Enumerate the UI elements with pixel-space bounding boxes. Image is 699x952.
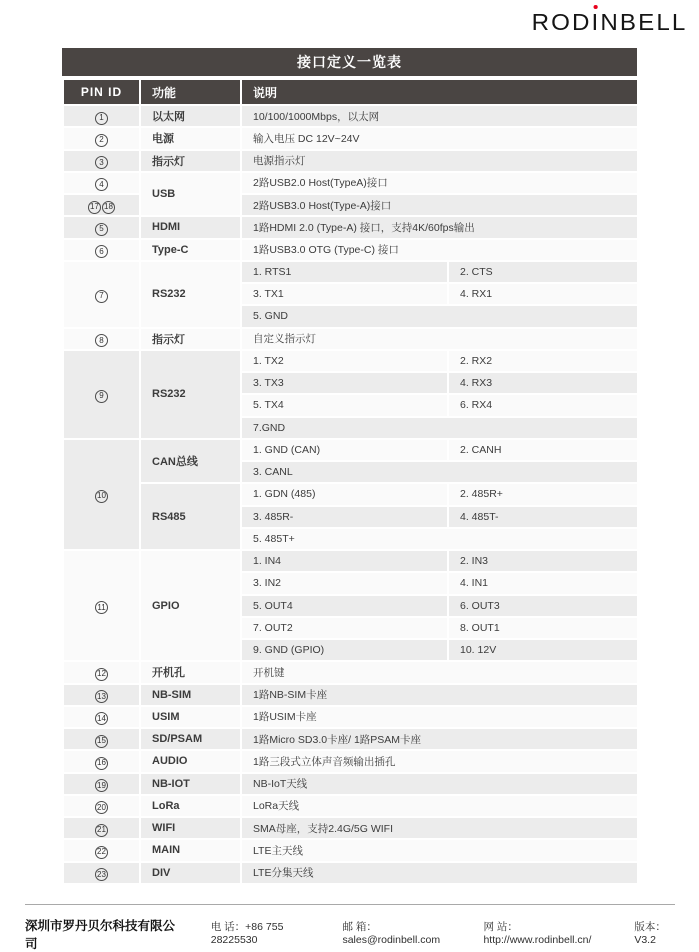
footer-email: 邮 箱：sales@rodinbell.com xyxy=(342,921,441,946)
pin-cell xyxy=(63,773,140,795)
logo-red-dot-icon xyxy=(593,5,597,9)
desc-cell: LTE分集天线 xyxy=(241,862,638,884)
pin-cell xyxy=(63,150,140,172)
table-row xyxy=(63,706,638,728)
pin-badge: 11 xyxy=(95,601,108,614)
desc-cell: 5. 485T+ xyxy=(241,528,638,550)
pin-badge: 13 xyxy=(95,690,108,703)
pin-badge: 18 xyxy=(102,201,115,214)
pin-cell xyxy=(63,105,140,127)
pin-badge: 5 xyxy=(95,223,108,236)
table-header-row xyxy=(63,79,638,105)
desc-cell: 2. CTS xyxy=(448,261,638,283)
pin-badge: 15 xyxy=(95,735,108,748)
footer-divider xyxy=(25,904,675,905)
footer-phone: 电 话：+86 755 28225530 xyxy=(210,921,284,946)
func-cell: NB-SIM xyxy=(140,684,241,706)
pin-cell xyxy=(63,172,140,194)
footer xyxy=(25,916,685,952)
desc-cell: 2. RX2 xyxy=(448,350,638,372)
table-row xyxy=(63,684,638,706)
pin-cell xyxy=(63,216,140,238)
pin-badge: 19 xyxy=(95,779,108,792)
table-row xyxy=(63,239,638,261)
func-cell: NB-IOT xyxy=(140,773,241,795)
pin-cell xyxy=(63,795,140,817)
table-row xyxy=(63,127,638,149)
table-row xyxy=(63,773,638,795)
func-cell: CAN总线 xyxy=(140,439,241,484)
pin-badge: 12 xyxy=(95,668,108,681)
interface-table xyxy=(62,48,637,885)
column-header-func: 功能 xyxy=(140,79,241,105)
pin-cell xyxy=(63,439,140,550)
func-cell: Type-C xyxy=(140,239,241,261)
table-row xyxy=(63,350,638,372)
table-row xyxy=(63,839,638,861)
pin-cell xyxy=(63,261,140,328)
pin-badge: 22 xyxy=(95,846,108,859)
desc-cell: NB-IoT天线 xyxy=(241,773,638,795)
desc-cell: 3. TX3 xyxy=(241,372,448,394)
desc-cell: 1. RTS1 xyxy=(241,261,448,283)
desc-cell: 10. 12V xyxy=(448,639,638,661)
desc-cell: 1路Micro SD3.0卡座/ 1路PSAM卡座 xyxy=(241,728,638,750)
pin-badge: 16 xyxy=(95,757,108,770)
logo xyxy=(531,9,687,36)
pin-cell xyxy=(63,862,140,884)
desc-cell: SMA母座，支持2.4G/5G WIFI xyxy=(241,817,638,839)
table-row xyxy=(63,750,638,772)
desc-cell: 3. 485R- xyxy=(241,506,448,528)
desc-cell: 5. GND xyxy=(241,305,638,327)
desc-cell: 开机键 xyxy=(241,661,638,683)
pin-badge: 7 xyxy=(95,290,108,303)
table-row xyxy=(63,817,638,839)
pin-badge: 23 xyxy=(95,868,108,881)
pin-badge: 14 xyxy=(95,712,108,725)
pin-cell xyxy=(63,350,140,439)
func-cell: USB xyxy=(140,172,241,217)
pin-badge: 8 xyxy=(95,334,108,347)
func-cell: WIFI xyxy=(140,817,241,839)
desc-cell: 4. 485T- xyxy=(448,506,638,528)
company-name: 深圳市罗丹贝尔科技有限公司 xyxy=(25,919,176,951)
table-row xyxy=(63,728,638,750)
pin-cell xyxy=(63,239,140,261)
func-cell: MAIN xyxy=(140,839,241,861)
desc-cell: 4. RX1 xyxy=(448,283,638,305)
func-cell: 指示灯 xyxy=(140,150,241,172)
desc-cell: 4. RX3 xyxy=(448,372,638,394)
column-header-pin-id: PIN ID xyxy=(63,79,140,105)
pin-cell xyxy=(63,127,140,149)
func-cell: HDMI xyxy=(140,216,241,238)
desc-cell: 2. IN3 xyxy=(448,550,638,572)
pin-cell xyxy=(63,550,140,661)
logo-text-left: ROD xyxy=(531,9,592,35)
table-row xyxy=(63,216,638,238)
pin-cell xyxy=(63,661,140,683)
pin-badge: 17 xyxy=(88,201,101,214)
table-row xyxy=(63,661,638,683)
table-row xyxy=(63,261,638,283)
table-title: 接口定义一览表 xyxy=(62,48,637,76)
desc-cell: 3. CANL xyxy=(241,461,638,483)
desc-cell: 1路三段式立体声音频输出插孔 xyxy=(241,750,638,772)
func-cell: DIV xyxy=(140,862,241,884)
pin-badge: 20 xyxy=(95,801,108,814)
table-row xyxy=(63,550,638,572)
desc-cell: 4. IN1 xyxy=(448,572,638,594)
table-row xyxy=(63,105,638,127)
pin-cell xyxy=(63,194,140,216)
desc-cell: 6. RX4 xyxy=(448,394,638,416)
desc-cell: 1. GDN (485) xyxy=(241,483,448,505)
footer-version: 版本：V3.2 xyxy=(634,921,666,946)
func-cell: 以太网 xyxy=(140,105,241,127)
table-row xyxy=(63,439,638,461)
desc-cell: LoRa天线 xyxy=(241,795,638,817)
table-row xyxy=(63,328,638,350)
pin-cell xyxy=(63,706,140,728)
pin-cell xyxy=(63,817,140,839)
desc-cell: 2路USB2.0 Host(TypeA)接口 xyxy=(241,172,638,194)
func-cell: RS232 xyxy=(140,261,241,328)
desc-cell: 5. OUT4 xyxy=(241,595,448,617)
desc-cell: 5. TX4 xyxy=(241,394,448,416)
desc-cell: LTE主天线 xyxy=(241,839,638,861)
pin-table xyxy=(62,78,639,885)
func-cell: LoRa xyxy=(140,795,241,817)
footer-website: 网 站：http://www.rodinbell.cn/ xyxy=(483,921,592,946)
func-cell: USIM xyxy=(140,706,241,728)
pin-cell xyxy=(63,328,140,350)
func-cell: RS485 xyxy=(140,483,241,550)
desc-cell: 电源指示灯 xyxy=(241,150,638,172)
desc-cell: 9. GND (GPIO) xyxy=(241,639,448,661)
desc-cell: 1路HDMI 2.0 (Type-A) 接口，支持4K/60fps输出 xyxy=(241,216,638,238)
func-cell: 指示灯 xyxy=(140,328,241,350)
desc-cell: 1. TX2 xyxy=(241,350,448,372)
table-row xyxy=(63,795,638,817)
func-cell: 电源 xyxy=(140,127,241,149)
pin-cell xyxy=(63,728,140,750)
pin-badge: 10 xyxy=(95,490,108,503)
pin-cell xyxy=(63,750,140,772)
desc-cell: 7.GND xyxy=(241,417,638,439)
desc-cell: 2. 485R+ xyxy=(448,483,638,505)
table-row xyxy=(63,862,638,884)
desc-cell: 2. CANH xyxy=(448,439,638,461)
desc-cell: 1路NB-SIM卡座 xyxy=(241,684,638,706)
logo-i-letter: I xyxy=(591,9,600,36)
pin-badge: 2 xyxy=(95,134,108,147)
pin-badge: 4 xyxy=(95,178,108,191)
desc-cell: 10/100/1000Mbps，以太网 xyxy=(241,105,638,127)
desc-cell: 3. IN2 xyxy=(241,572,448,594)
func-cell: AUDIO xyxy=(140,750,241,772)
desc-cell: 1路USIM卡座 xyxy=(241,706,638,728)
pin-badge: 6 xyxy=(95,245,108,258)
table-row xyxy=(63,172,638,194)
func-cell: 开机孔 xyxy=(140,661,241,683)
pin-badge: 21 xyxy=(95,824,108,837)
pin-cell xyxy=(63,684,140,706)
table-row xyxy=(63,483,638,505)
desc-cell: 自定义指示灯 xyxy=(241,328,638,350)
desc-cell: 7. OUT2 xyxy=(241,617,448,639)
pin-badge: 1 xyxy=(95,112,108,125)
desc-cell: 8. OUT1 xyxy=(448,617,638,639)
func-cell: RS232 xyxy=(140,350,241,439)
desc-cell: 输入电压 DC 12V~24V xyxy=(241,127,638,149)
table-row xyxy=(63,150,638,172)
func-cell: GPIO xyxy=(140,550,241,661)
pin-badge: 3 xyxy=(95,156,108,169)
desc-cell: 2路USB3.0 Host(Type-A)接口 xyxy=(241,194,638,216)
desc-cell: 6. OUT3 xyxy=(448,595,638,617)
desc-cell: 3. TX1 xyxy=(241,283,448,305)
pin-cell xyxy=(63,839,140,861)
logo-text-right: NBELL xyxy=(599,9,687,35)
column-header-desc: 说明 xyxy=(241,79,638,105)
func-cell: SD/PSAM xyxy=(140,728,241,750)
pin-badge: 9 xyxy=(95,390,108,403)
desc-cell: 1. GND (CAN) xyxy=(241,439,448,461)
desc-cell: 1. IN4 xyxy=(241,550,448,572)
desc-cell: 1路USB3.0 OTG (Type-C) 接口 xyxy=(241,239,638,261)
